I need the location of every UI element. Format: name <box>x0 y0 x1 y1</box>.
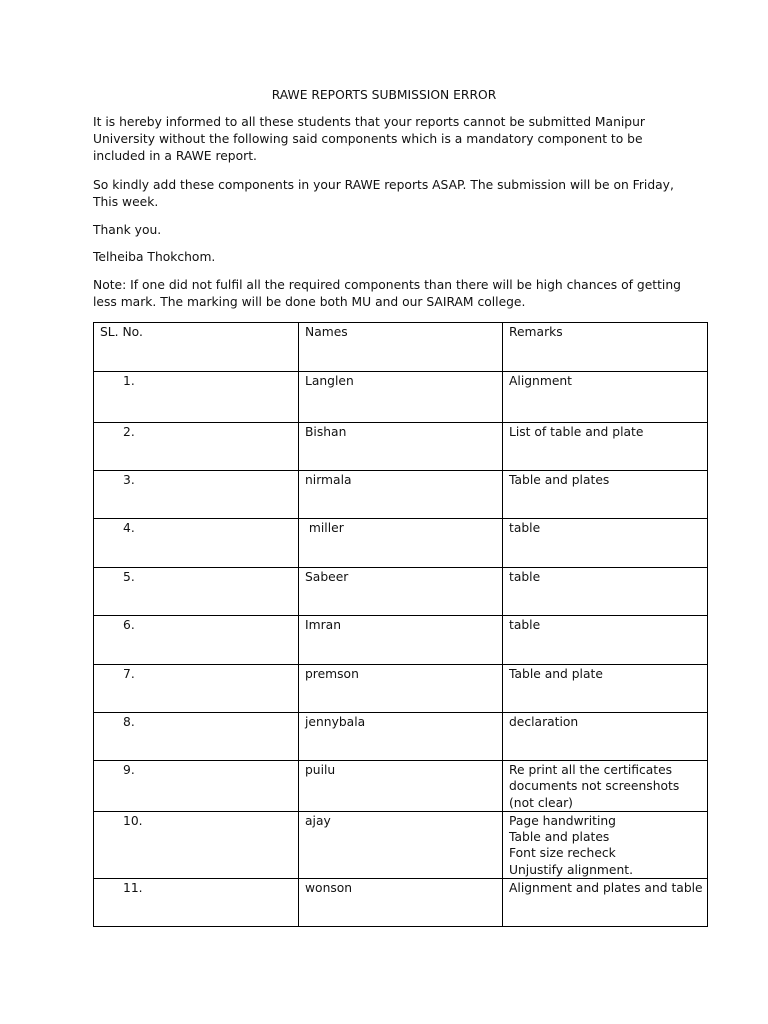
row-remarks <box>503 519 708 568</box>
row-student-name: Bishan <box>299 423 503 471</box>
remark-line: Re print all the certificates documents not screenshots (not clear) <box>509 763 680 810</box>
remark-line: Alignment and plates and table <box>509 881 703 896</box>
row-remarks <box>503 811 708 878</box>
notice-paragraph: It is hereby informed to all these students that your reports cannot be submitted Manipur University without the following said components which is a mandatory component to be included in a RAWE report. <box>93 115 645 163</box>
remark-line: Alignment <box>509 374 573 388</box>
table-row <box>94 423 708 471</box>
remarks-table <box>93 322 708 927</box>
table-row <box>94 471 708 519</box>
header-remarks: Remarks <box>503 323 708 372</box>
row-remarks <box>503 665 708 713</box>
row-student-name: Imran <box>299 616 503 665</box>
row-sl-no: 9. <box>94 761 299 812</box>
instruction-paragraph: So kindly add these components in your RAWE reports ASAP. The submission will be on Friday, This week. <box>93 178 674 209</box>
row-sl-no: 7. <box>94 665 299 713</box>
row-remarks <box>503 761 708 812</box>
remark-line: table <box>509 521 541 535</box>
row-sl-no: 4. <box>94 519 299 568</box>
row-remarks <box>503 713 708 761</box>
remark-line: Unjustify alignment. <box>509 862 633 877</box>
remark-line: List of table and plate <box>509 425 644 439</box>
row-sl-no: 1. <box>94 372 299 423</box>
table-row <box>94 568 708 616</box>
row-remarks <box>503 879 708 927</box>
table-row <box>94 372 708 423</box>
table-row <box>94 665 708 713</box>
signature-line: Telheiba Thokchom. <box>93 250 216 264</box>
row-sl-no: 8. <box>94 713 299 761</box>
row-sl-no: 11. <box>94 879 299 927</box>
row-student-name: puilu <box>299 761 503 812</box>
row-student-name: Langlen <box>299 372 503 423</box>
row-student-name: Sabeer <box>299 568 503 616</box>
header-sl-no: SL. No. <box>94 323 299 372</box>
table-header-row <box>94 323 708 372</box>
row-remarks <box>503 423 708 471</box>
row-student-name: premson <box>299 665 503 713</box>
row-student-name: jennybala <box>299 713 503 761</box>
table-row <box>94 879 708 927</box>
row-student-name: nirmala <box>299 471 503 519</box>
row-remarks <box>503 568 708 616</box>
remark-line: table <box>509 618 541 632</box>
remark-line: declaration <box>509 715 579 729</box>
remark-line: Table and plates <box>509 830 610 845</box>
row-student-name: wonson <box>299 879 503 927</box>
row-sl-no: 3. <box>94 471 299 519</box>
table-row <box>94 761 708 812</box>
remark-line: Page handwriting <box>509 813 616 828</box>
table-row <box>94 811 708 878</box>
document-title: RAWE REPORTS SUBMISSION ERROR <box>271 88 497 102</box>
row-student-name: miller <box>299 519 503 568</box>
row-remarks <box>503 471 708 519</box>
row-remarks <box>503 372 708 423</box>
row-sl-no: 6. <box>94 616 299 665</box>
remark-line: Font size recheck <box>509 846 616 861</box>
table-row <box>94 616 708 665</box>
row-sl-no: 5. <box>94 568 299 616</box>
row-remarks <box>503 616 708 665</box>
row-student-name: ajay <box>299 811 503 878</box>
remark-line: Table and plates <box>509 473 610 487</box>
header-names: Names <box>299 323 503 372</box>
table-row <box>94 519 708 568</box>
row-sl-no: 2. <box>94 423 299 471</box>
row-sl-no: 10. <box>94 811 299 878</box>
remark-line: table <box>509 570 541 584</box>
table-row <box>94 713 708 761</box>
remark-line: Table and plate <box>509 667 603 681</box>
note-paragraph: Note: If one did not fulfil all the required components than there will be high chances of getting less mark. The marking will be done both MU and our SAIRAM college. <box>93 278 681 309</box>
thanks-line: Thank you. <box>93 223 162 237</box>
